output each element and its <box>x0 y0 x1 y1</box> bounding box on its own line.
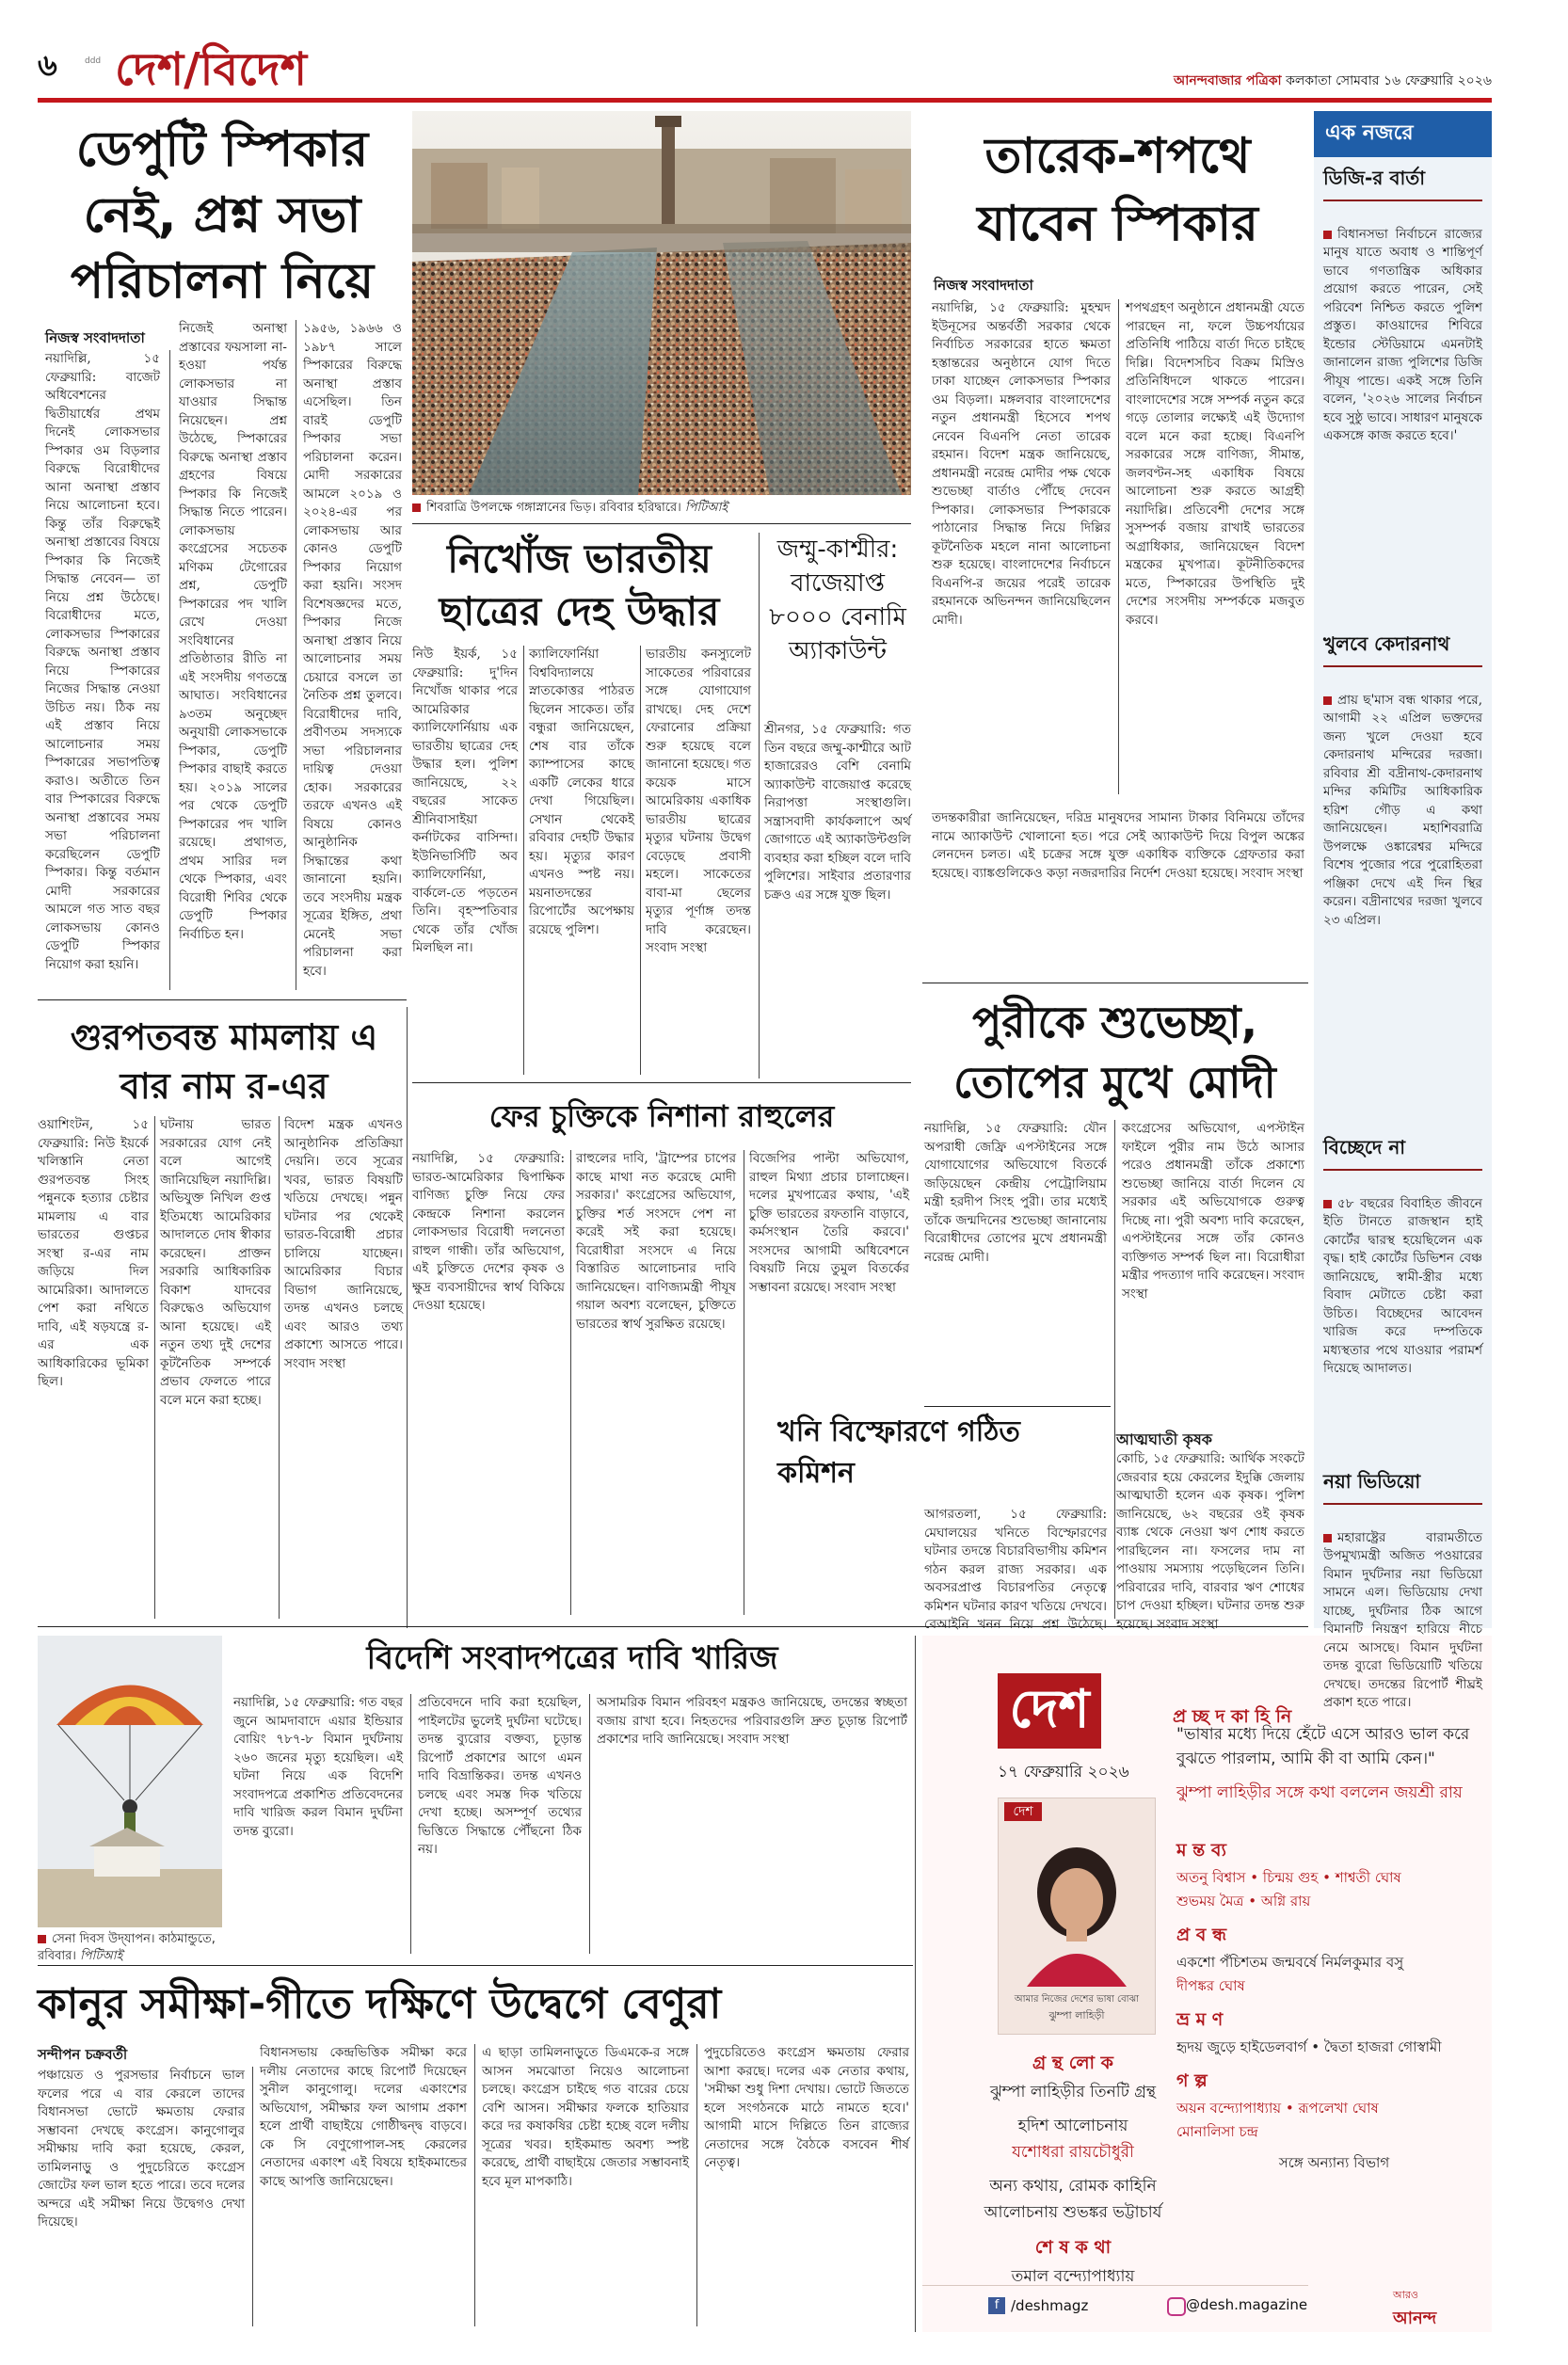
sidebar-body-text: ৫৮ বছরের বিবাহিত জীবনে ইতি টানতে রাজস্থান হাই কোর্টের দ্বারস্থ হয়েছিলেন এক বৃদ্ধ। হাই কোর্টের ডিভিশন বেঞ্চ জানিয়েছে, স্বামী-স্ত্রীর মধ্যে বিবাদ মেটাতে চেষ্টা করা উচিত। বিচ্ছেদের আবেদন খারিজ করে দম্পতিকে মধ্যস্থতার পথে যাওয়ার পরামর্শ দিয়েছে আদালত। <box>1323 1195 1482 1376</box>
col-divider <box>759 533 760 1079</box>
article-tareq-col1: নয়াদিল্লি, ১৫ ফেব্রুয়ারি: মুহম্মদ ইউনূসের অন্তর্বর্তী সরকার থেকে নির্বাচিত সরকারের হাতে ক্ষমতা হস্তান্তরের অনুষ্ঠানে যোগ দিতে ঢাকা যাচ্ছেন লোকসভার স্পিকার ওম বিড়লা। মঙ্গলবার বাংলাদেশের নতুন প্রধানমন্ত্রী হিসেবে শপথ নেবেন বিএনপি নেতা তারেক রহমান। বিদেশ মন্ত্রক জানিয়েছে, প্রধানমন্ত্রী নরেন্দ্র মোদীর পক্ষ থেকে শুভেচ্ছা বার্তাও পৌঁছে দেবেন স্পিকার। লোকসভার স্পিকারকে পাঠানোর সিদ্ধান্ত নিয়ে দিল্লির কূটনৈতিক মহলে নানা আলোচনা শুরু হয়েছে। বাংলাদেশের নির্বাচনে বিএনপি-র জয়ের পরেই তারেক রহমানকে অভিনন্দন জানিয়েছিলেন মোদী। <box>932 300 1111 628</box>
article-puri-col1: নয়াদিল্লি, ১৫ ফেব্রুয়ারি: যৌন অপরাধী জেফ্রি এপস্টাইনের সঙ্গে যোগাযোগের অভিযোগে বিতর্কে জড়িয়েছেন কেন্দ্রীয় পেট্রোলিয়াম মন্ত্রী হরদীপ সিংহ পুরী। তার মধ্যেই তাঁকে জন্মদিনের শুভেচ্ছা জানানোয় বিরোধীদের তোপের মুখে প্রধানমন্ত্রী নরেন্দ্র মোদী। <box>924 1121 1107 1265</box>
caption-credit: পিটিআই <box>684 501 728 515</box>
caption-text: সেনা দিবস উদ্‌যাপন। কাঠমান্ডুতে, রবিবার। <box>38 1932 216 1963</box>
col-divider <box>474 2044 475 2326</box>
col-divider <box>154 1116 155 1619</box>
portrait-illustration <box>999 1827 1155 1987</box>
bullet-icon <box>1323 1534 1332 1542</box>
ad-right-sections <box>1176 1837 1492 2176</box>
sidebar-title: খুলবে কেদারনাথ <box>1323 631 1482 667</box>
ad-left-section <box>979 2050 1167 2106</box>
caption-marker-icon <box>412 503 421 512</box>
ad-left-sections <box>979 2050 1167 2291</box>
byline-tareq: নিজস্ব সংবাদদাতা <box>934 277 1033 294</box>
section-rule <box>38 999 407 1000</box>
ad-section-title: ভ্র ম ণ <box>1176 2009 1224 2030</box>
article-deputy-col1: নয়াদিল্লি, ১৫ ফেব্রুয়ারি: বাজেট অধিবেশনের দ্বিতীয়ার্ধের প্রথম দিনেই লোকসভার স্পিকার ওম বিড়লার বিরুদ্ধে বিরোধীদের আনা অনাস্থা প্রস্তাব নিয়ে আলোচনা হবে। কিন্তু তাঁর বিরুদ্ধেই অনাস্থা প্রস্তাবের বিষয়ে স্পিকার কি নিজেই সিদ্ধান্ত নেবেন— তা নিয়ে প্রশ্ন উঠেছে। বিরোধীদের মতে, লোকসভার স্পিকারের বিরুদ্ধে অনাস্থা প্রস্তাব নিয়ে স্পিকারের নিজের সিদ্ধান্ত নেওয়া উচিত নয়। ঠিক নয় এই প্রস্তাব নিয়ে আলোচনার সময় স্পিকারের সভাপতিত্ব করাও। অতীতে তিন বার স্পিকারের বিরুদ্ধে অনাস্থা প্রস্তাবের সময় সভা পরিচালনা করেছিলেন ডেপুটি স্পিকার। কিন্তু বর্তমান মোদী সরকারের আমলে গত সাত বছর লোকসভায় কোনও ডেপুটি স্পিকার নিয়োগ করা হয়নি। <box>45 351 160 972</box>
article-nikhonj-col3: ভারতীয় কনস্যুলেট সাকেতের পরিবারের সঙ্গে যোগাযোগ রাখছে। দেহ দেশে ফেরানোর প্রক্রিয়া শুরু হয়েছে বলে জানানো হয়েছে। গত কয়েক মাসে আমেরিকায় একাধিক ভারতীয় ছাত্রের মৃত্যুর ঘটনায় উদ্বেগ বেড়েছে প্রবাসী মহলে। সাকেতের বাবা-মা ছেলের মৃত্যুর পূর্ণাঙ্গ তদন্ত দাবি করেছেন। সংবাদ সংস্থা <box>646 647 751 955</box>
headline-missing-student: নিখোঁজ ভারতীয় ছাত্রের দেহ উদ্ধার <box>439 535 720 634</box>
article-deputy-col3: ১৯৫৬, ১৯৬৬ ও ১৯৮৭ সালে স্পিকারের বিরুদ্ধে অনাস্থা প্রস্তাব এসেছিল। তিন বারই ডেপুটি স্পিকার সভা পরিচালনা করেন। মোদী সরকারের আমলে ২০১৯ ও ২০২৪-এর পর লোকসভায় আর কোনও ডেপুটি স্পিকার নিয়োগ করা হয়নি। সংসদ বিশেষজ্ঞদের মতে, স্পিকার নিজে অনাস্থা প্রস্তাব নিয়ে আলোচনার সময় চেয়ারে বসলে তা নৈতিক প্রশ্ন তুলবে। বিরোধীদের দাবি, প্রবীণতম সদস্যকে সভা পরিচালনার দায়িত্ব দেওয়া হোক। সরকারের তরফে এখনও এই বিষয়ে কোনও আনুষ্ঠানিক সিদ্ধান্তের কথা জানানো হয়নি। তবে সংসদীয় মন্ত্রক সূত্রের ইঙ্গিত, প্রথা মেনেই সভা পরিচালনা করা হবে। <box>303 321 402 979</box>
article-deputy-col2: নিজেই অনাস্থা প্রস্তাবের ফয়সালা না-হওয়া পর্যন্ত লোকসভার না যাওয়ার সিদ্ধান্ত নিয়েছেন। প্রশ্ন উঠেছে, স্পিকারের বিরুদ্ধে অনাস্থা প্রস্তাব গ্রহণের বিষয়ে স্পিকার কি নিজেই সিদ্ধান্ত নিতে পারেন। লোকসভায় কংগ্রেসের সচেতক মণিকম টেগোরের প্রশ্ন, ডেপুটি স্পিকারের পদ খালি রেখে দেওয়া সংবিধানের প্রতিষ্ঠাতার রীতি না এই সংসদীয় গণতন্ত্রে আঘাত। সংবিধানের ৯৩তম অনুচ্ছেদ অনুযায়ী লোকসভাকে স্পিকার, ডেপুটি স্পিকার বাছাই করতে হয়। ২০১৯ সালের পর থেকে ডেপুটি স্পিকারের পদ খালি রয়েছে। প্রথাগত, প্রথম সারির দল থেকে স্পিকার, এবং বিরোধী শিবির থেকে ডেপুটি স্পিকার নির্বাচিত হন। <box>179 321 287 942</box>
article-gurpatwant-col1: ওয়াশিংটন, ১৫ ফেব্রুয়ারি: নিউ ইয়র্কে খলিস্তানি নেতা গুরপতবন্ত সিংহ পন্নুনকে হত্যার চেষ্টার মামলায় এ বার ভারতের গুপ্তচর সংস্থা র-এর নাম জড়িয়ে দিল আমেরিকা। আদালতে পেশ করা নথিতে দাবি, এই ষড়যন্ত্রে র-এর এক আধিকারিকের ভূমিকা ছিল। <box>38 1117 149 1389</box>
photo-army-day-parachute <box>38 1636 222 1927</box>
ad-section-line: যশোধরা রায়চৌধুরী <box>1012 2143 1134 2162</box>
ad-right-section <box>1176 2068 1492 2145</box>
crowd-photo-illustration <box>412 111 911 495</box>
facebook-icon: f <box>988 2297 1005 2314</box>
photo-haridwar-crowd <box>412 111 911 495</box>
ad-section-line: ঝুম্পা লাহিড়ীর তিনটি গ্রন্থ <box>989 2083 1157 2101</box>
ad-section-line: হৃদয় জুড়ে হাইডেলবার্গ • দ্বৈতা হাজরা গোস্বামী <box>1176 2038 1442 2055</box>
byline-deputy: নিজস্ব সংবাদদাতা <box>45 329 145 346</box>
sidebar-header-text: এক নজরে <box>1325 121 1414 145</box>
sidebar-body <box>1323 207 1482 621</box>
article-kanu-col1: পঞ্চায়েত ও পুরসভার নির্বাচনে ভাল ফলের পরে এ বার কেরলে তাদের বিধানসভা ভোটে ক্ষমতায় ফেরার সম্ভাবনা দেখছে কংগ্রেস। কানুগোলুর সমীক্ষায় দাবি করা হয়েছে, কেরল, তামিলনাড়ু ও পুদুচেরিতে কংগ্রেস জোটের ফল ভাল হতে পারে। তবে দলের অন্দরে এই সমীক্ষা নিয়ে উদ্বেগও দেখা দিয়েছে। <box>38 2068 245 2229</box>
article-gurpatwant-col2: ঘটনায় ভারত সরকারের যোগ নেই বলে আগেই জানিয়েছিল নয়াদিল্লি। অভিযুক্ত নিখিল গুপ্ত ইতিমধ্যে আমেরিকার আদালতে দোষ স্বীকার করেছেন। প্রাক্তন সরকারি আধিকারিক বিকাশ যাদবের বিরুদ্ধেও অভিযোগ আনা হয়েছে। এই নতুন তথ্য দুই দেশের কূটনৈতিক সম্পর্কে প্রভাব ফেলতে পারে বলে মনে করা হচ্ছে। <box>160 1117 271 1408</box>
ad-section-title: গ্র ন্থ লো ক <box>1032 2053 1113 2073</box>
cover-logo: দেশ <box>1004 1802 1042 1821</box>
headline-puri-modi: পুরীকে শুভেচ্ছা, তোপের মুখে মোদী <box>953 997 1276 1108</box>
col-divider <box>696 2044 697 2326</box>
ananda-brand-small: আরও <box>1393 2289 1418 2301</box>
byline-kanu: সন্দীপন চক্রবর্তী <box>38 2046 128 2063</box>
bullet-icon <box>1323 231 1332 239</box>
article-puri-col2: কংগ্রেসের অভিযোগ, এপস্টাইন ফাইলে পুরীর নাম উঠে আসার পরেও প্রধানমন্ত্রী তাঁকে প্রকাশ্যে শুভেচ্ছা জানিয়ে বার্তা দিলেন যে সরকার এই অভিযোগকে গুরুত্ব দিচ্ছে না। পুরী অবশ্য দাবি করেছেন, এপস্টাইনের সঙ্গে তাঁর কোনও ব্যক্তিগত সম্পর্ক ছিল না। বিরোধীরা মন্ত্রীর পদত্যাগ দাবি করেছেন। সংবাদ সংস্থা <box>1122 1121 1304 1302</box>
sidebar-body-text: প্রায় ছ'মাস বন্ধ থাকার পরে, আগামী ২২ এপ্রিল ভক্তদের জন্য খুলে দেওয়া হবে কেদারনাথ মন্দিরের দরজা। রবিবার শ্রী বদ্রীনাথ-কেদারনাথ মন্দির কমিটির আধিকারিক হরিশ গৌড় এ কথা জানিয়েছেন। মহাশিবরাত্রি উপলক্ষে ওঙ্কারেশ্বর মন্দিরে বিশেষ পুজোর পরে পুরোহিতরা পঞ্জিকা দেখে এই দিন স্থির করেন। বদ্রীনাথের দরজা খুলবে ২৩ এপ্রিল। <box>1323 692 1482 928</box>
page-header <box>38 38 1492 94</box>
bullet-icon <box>1323 696 1332 705</box>
article-rahul-col2: রাহুলের দাবি, 'ট্রাম্পের চাপের কাছে মাথা নত করেছে মোদী সরকার।' কংগ্রেসের অভিযোগ, চুক্তির শর্ত সংসদে পেশ না করেই সই করা হয়েছে। বিরোধীরা সংসদে এ নিয়ে বিস্তারিত আলোচনার দাবি জানিয়েছেন। বাণিজ্যমন্ত্রী পীযূষ গয়াল অবশ্য বলেছেন, চুক্তিতে ভারতের স্বার্থ সুরক্ষিত রয়েছে। <box>576 1151 736 1332</box>
ananda-brand <box>1393 2287 1436 2334</box>
article-kanu-col2: বিধানসভায় কেন্দ্রভিত্তিক সমীক্ষা করে দলীয় নেতাদের কাছে রিপোর্ট দিয়েছেন সুনীল কানুগোলু। দলের একাংশের অভিযোগ, সমীক্ষার ফল আগাম প্রকাশ হলে প্রার্থী বাছাইয়ে গোষ্ঠীদ্বন্দ্ব বাড়বে। কে সি বেণুগোপাল-সহ কেরলের নেতাদের একাংশ এই বিষয়ে হাইকমান্ডের কাছে আপত্তি জানিয়েছেন। <box>260 2045 467 2189</box>
ad-section-line: শুভময় মৈত্র • অগ্নি রায় <box>1176 1893 1311 1910</box>
sidebar-content <box>1314 157 1492 1744</box>
ad-section-line: দীপঙ্কর ঘোষ <box>1176 1977 1245 1994</box>
headline-farmer-suicide-inline: আত্মঘাতী কৃষক <box>1116 1430 1212 1448</box>
sidebar-title: ডিজি-র বার্তা <box>1323 165 1482 201</box>
caption-text: শিবরাত্রি উপলক্ষে গঙ্গাস্নানের ভিড়। রবিবার হরিদ্বারে। <box>426 501 681 515</box>
ad-section-line: তমাল বন্দ্যোপাধ্যায় <box>1011 2267 1135 2286</box>
headline-jk-text: জম্মু-কাশ্মীর: বাজেয়াপ্ত ৮০০০ বেনামি অ্যাকাউন্ট <box>769 535 906 665</box>
ad-left-section <box>979 2174 1167 2227</box>
ananda-brand-name: আনন্দ <box>1393 2309 1437 2328</box>
sidebar-title: বিচ্ছেদে না <box>1323 1134 1482 1171</box>
facebook-handle[interactable]: /deshmagz <box>1011 2297 1089 2314</box>
col-divider <box>570 1150 571 1615</box>
header-dateline <box>1174 70 1492 92</box>
headline-tareq-oath: তারেক-শপথে যাবেন স্পিকার <box>977 128 1258 252</box>
article-gurpatwant-col3: বিদেশ মন্ত্রক এখনও আনুষ্ঠানিক প্রতিক্রিয়া দেয়নি। তবে সূত্রের খবর, ভারত বিষয়টি খতিয়ে দেখছে। পন্নুন ঘটনার পর থেকেই ভারত-বিরোধী প্রচার চালিয়ে যাচ্ছেন। আমেরিকার বিচার বিভাগ জানিয়েছে, তদন্ত এখনও চলছে এবং আরও তথ্য প্রকাশ্যে আসতে পারে। সংবাদ সংস্থা <box>284 1117 403 1371</box>
ad-section-line: অতনু বিশ্বাস • চিন্ময় গুহ • শাশ্বতী ঘোষ <box>1176 1869 1401 1886</box>
sidebar-header <box>1314 111 1492 157</box>
ad-right-section <box>1176 1837 1492 1914</box>
ad-section-title: ম ন্ত ব্য <box>1176 1840 1226 1861</box>
article-foreign-col2: প্রতিবেদনে দাবি করা হয়েছিল, পাইলটের ভুলেই দুর্ঘটনা ঘটেছে। তদন্ত ব্যুরোর বক্তব্য, চূড়ান্ত রিপোর্ট প্রকাশের আগে এমন দাবি বিভ্রান্তিকর। তদন্ত এখনও চলছে এবং সমস্ত দিক খতিয়ে দেখা হচ্ছে। অসম্পূর্ণ তথ্যের ভিত্তিতে সিদ্ধান্তে পৌঁছনো ঠিক নয়। <box>418 1695 582 1857</box>
ad-section-title: হদিশ আলোচনায় <box>1017 2117 1128 2135</box>
masthead-label: আনন্দবাজার পত্রিকা <box>1174 73 1282 88</box>
col-divider <box>1114 1120 1115 1619</box>
col-divider <box>1118 299 1119 794</box>
dateline-text: কলকাতা সোমবার ১৬ ফেব্রুয়ারি ২০২৬ <box>1286 73 1492 88</box>
sidebar-body <box>1323 673 1482 1125</box>
headline-gurpatwant: গুরপতবন্ত মামলায় এ বার নাম র-এর <box>70 1016 378 1107</box>
ad-section-line: অয়ন বন্দ্যোপাধ্যায় • রূপলেখা ঘোষ <box>1176 2100 1379 2117</box>
desh-logo <box>998 1673 1101 1749</box>
section-rule <box>924 1406 1111 1407</box>
col-divider <box>169 350 170 990</box>
ad-section-title: গ ল্প <box>1176 2070 1208 2091</box>
section-rule <box>412 1082 911 1083</box>
ad-right-section <box>1176 2006 1492 2060</box>
sidebar-title: নয়া ভিডিয়ো <box>1323 1468 1482 1505</box>
col-divider <box>523 646 524 1075</box>
col-divider <box>915 1636 916 2332</box>
col-divider <box>252 2067 253 2326</box>
photo-caption-haridwar <box>412 499 911 519</box>
article-foreign-col1: নয়াদিল্লি, ১৫ ফেব্রুয়ারি: গত বছর জুনে আমদাবাদে এয়ার ইন্ডিয়ার বোয়িং ৭৮৭-৮ বিমান দুর্ঘটনায় ২৬০ জনের মৃত্যু হয়েছিল। এই ঘটনা নিয়ে এক বিদেশি সংবাদপত্রে প্রকাশিত প্রতিবেদনের দাবি খারিজ করল বিমান দুর্ঘটনা তদন্ত ব্যুরো। <box>233 1695 403 1839</box>
headline-foreign-paper: বিদেশি সংবাদপত্রের দাবি খারিজ <box>366 1639 778 1677</box>
ad-section-title: শে ষ ক থা <box>1034 2237 1112 2258</box>
ad-section-title: অন্য কথায়, রোমক কাহিনি <box>989 2177 1157 2196</box>
sidebar-body <box>1323 1510 1482 1736</box>
ad-section-line: মোনালিসা চন্দ্র <box>1176 2123 1258 2140</box>
caption-marker-icon <box>38 1935 46 1943</box>
ad-quote: "ভাষার মধ্যে দিয়ে হেঁটে এসে আরও ভাল করে বুঝতে পারলাম, আমি কী বা আমি কেন।" <box>1176 1725 1470 1768</box>
article-jk-col2: তদন্তকারীরা জানিয়েছেন, দরিদ্র মানুষদের সামান্য টাকার বিনিময়ে তাঁদের নামে অ্যাকাউন্ট খোলানো হত। পরে সেই অ্যাকাউন্ট দিয়ে বিপুল অঙ্কের লেনদেন চলত। এই চক্রের সঙ্গে যুক্ত একাধিক ব্যক্তিকে গ্রেফতার করা হয়েছে। ব্যাঙ্কগুলিকেও কড়া নজরদারির নির্দেশ দেওয়া হয়েছে। সংবাদ সংস্থা <box>932 810 1304 881</box>
page-number: ৬ <box>38 47 57 83</box>
ad-section-line: আলোচনায় শুভঙ্কর ভট্টাচার্য <box>984 2203 1162 2222</box>
cover-name: ঝুম্পা লাহিড়ী <box>1048 2009 1105 2021</box>
desh-logo-text: দেশ <box>1009 1679 1090 1740</box>
headline-mine-blast: খনি বিস্ফোরণে গঠিত কমিশন <box>777 1415 1020 1490</box>
desh-cover-image <box>998 1798 1156 2035</box>
ad-section-title: প্র ব ন্ধ <box>1176 1925 1227 1945</box>
desh-issue-date: ১৭ ফেব্রুয়ারি ২০২৬ <box>998 1763 1129 1782</box>
header-rule <box>38 98 1492 103</box>
article-nikhonj-col1: নিউ ইয়র্ক, ১৫ ফেব্রুয়ারি: দু'দিন নিখোঁজ থাকার পরে আমেরিকার ক্যালিফোর্নিয়ায় এক ভারতীয় ছাত্রের দেহ উদ্ধার হল। পুলিশ জানিয়েছে, ২২ বছরের সাকেত শ্রীনিবাসাইয়া কর্নাটকের বাসিন্দা। ইউনিভার্সিটি অব ক্যালিফোর্নিয়া, বার্কলে-তে পড়তেন তিনি। বৃহস্পতিবার থেকে তাঁর খোঁজ মিলছিল না। <box>412 647 518 955</box>
article-jk-col1: শ্রীনগর, ১৫ ফেব্রুয়ারি: গত তিন বছরে জম্মু-কাশ্মীরে আট হাজারেরও বেশি বেনামি অ্যাকাউন্ট বাজেয়াপ্ত করেছে নিরাপত্তা সংস্থাগুলি। সন্ত্রাসবাদী কার্যকলাপে অর্থ জোগাতে এই অ্যাকাউন্টগুলি ব্যবহার করা হচ্ছিল বলে দাবি পুলিশের। সাইবার প্রতারণার চক্রও এর সঙ্গে যুক্ত ছিল। <box>764 722 911 903</box>
caption-credit: পিটিআই <box>80 1949 123 1963</box>
ad-section-line: একশো পঁচিশতম জন্মবর্ষে নির্মলকুমার বসু <box>1176 1954 1404 1971</box>
ad-left-section <box>979 2234 1167 2291</box>
headline-kanu-survey: কানুর সমীক্ষা-গীতে দক্ষিণে উদ্বেগে বেণুরা <box>38 1980 722 2028</box>
sidebar-body-text: মহারাষ্ট্রের বারামতীতে উপমুখ্যমন্ত্রী অজিত পওয়ারের বিমান দুর্ঘটনার নয়া ভিডিয়ো সামনে এল। ভিডিয়োয় দেখা যাচ্ছে, দুর্ঘটনার ঠিক আগে বিমানটি নিয়ন্ত্রণ হারিয়ে নীচে নেমে আসছে। বিমান দুর্ঘটনা তদন্ত ব্যুরো ভিডিয়োটি খতিয়ে দেখছে। তদন্তের রিপোর্ট শীঘ্রই প্রকাশ হতে পারে। <box>1323 1529 1482 1710</box>
article-kanu-col4: পুদুচেরিতেও কংগ্রেস ক্ষমতায় ফেরার আশা করছে। দলের এক নেতার কথায়, 'সমীক্ষা শুধু দিশা দেখায়। ভোটে জিততে হলে সংগঠনকে মাঠে নামতে হবে।' আগামী মাসে দিল্লিতে তিন রাজ্যের নেতাদের সঙ্গে বৈঠকে বসবেন শীর্ষ নেতৃত্ব। <box>704 2045 909 2170</box>
col-divider <box>407 1007 408 1628</box>
bullet-icon <box>1323 1200 1332 1208</box>
article-suicide-col1 <box>1116 1412 1304 1632</box>
cover-caption: আমার নিজের দেশের ভাষা বোঝা <box>1014 1994 1140 2005</box>
sidebar-body-text: বিধানসভা নির্বাচনে রাজ্যের মানুষ যাতে অবাধ ও শান্তিপূর্ণ ভাবে গণতান্ত্রিক অধিকার প্রয়োগ করতে পারেন, সেই পরিবেশ নিশ্চিত করতে পুলিশ প্রস্তুত। কাওয়াদের শিবিরে ইন্ডোর স্টেডিয়ামে এমনটাই জানালেন রাজ্য পুলিশের ডিজি পীযূষ পান্ডে। একই সঙ্গে তিনি বলেন, '২০২৬ সালের নির্বাচন হবে সুষ্ঠু ভাবে। সাধারণ মানুষকে একসঙ্গে কাজ করতে হবে।' <box>1323 226 1482 443</box>
article-rahul-col1: নয়াদিল্লি, ১৫ ফেব্রুয়ারি: ভারত-আমেরিকার দ্বিপাক্ষিক বাণিজ্য চুক্তি নিয়ে ফের কেন্দ্রকে নিশানা করলেন লোকসভার বিরোধী দলনেতা রাহুল গান্ধী। তাঁর অভিযোগ, এই চুক্তিতে দেশের কৃষক ও ক্ষুদ্র ব্যবসায়ীদের স্বার্থ বিকিয়ে দেওয়া হয়েছে। <box>412 1151 565 1313</box>
sidebar-body <box>1323 1176 1482 1459</box>
section-title: দেশ/বিদেশ <box>115 43 307 96</box>
article-tareq-col2: শপথগ্রহণ অনুষ্ঠানে প্রধানমন্ত্রী যেতে পারছেন না, ফলে উচ্চপর্যায়ের প্রতিনিধি পাঠিয়ে বার্তা দিতে চাইছে দিল্লি। বিদেশসচিব বিক্রম মিস্রিও প্রতিনিধিদলে থাকতে পারেন। বাংলাদেশের সঙ্গে সম্পর্ক নতুন করে গড়ে তোলার লক্ষ্যেই এই উদ্যোগ বলে মনে করা হচ্ছে। বিএনপি সরকারের সঙ্গে বাণিজ্য, সীমান্ত, জলবণ্টন-সহ একাধিক বিষয়ে আলোচনা শুরু করতে আগ্রহী নয়াদিল্লি। প্রতিবেশী দেশের সঙ্গে সুসম্পর্ক বজায় রাখাই ভারতের অগ্রাধিকার, জানিয়েছেন বিদেশ মন্ত্রকের মুখপাত্র। কূটনীতিকদের মতে, স্পিকারের উপস্থিতি দুই দেশের সংসদীয় সম্পর্ককে মজবুত করবে। <box>1126 300 1304 628</box>
article-suicide-text: কোচি, ১৫ ফেব্রুয়ারি: আর্থিক সংকটে জেরবার হয়ে কেরলের ইদুক্কি জেলায় আত্মঘাতী হলেন এক কৃষক। পুলিশ জানিয়েছে, ৬২ বছরের ওই কৃষক ব্যাঙ্ক থেকে নেওয়া ঋণ শোধ করতে পারছিলেন না। ফসলের দাম না পাওয়ায় সমস্যায় পড়েছিলেন তিনি। পরিবারের দাবি, বারবার ঋণ শোধের চাপ দেওয়া হচ্ছিল। ঘটনার তদন্ত শুরু হয়েছে। সংবাদ সংস্থা <box>1116 1451 1304 1632</box>
parachute-illustration <box>38 1636 222 1927</box>
headline-jk-accounts <box>764 533 911 668</box>
ad-footer-right <box>1176 2289 1492 2326</box>
ad-right-section <box>1176 1922 1492 1999</box>
cover-story-label: প্র চ্ছ দ কা হি নি <box>1173 1706 1292 1727</box>
ad-regular-sections: সঙ্গে অন্যান্য বিভাগ <box>1278 2154 1390 2171</box>
section-rule <box>412 523 911 524</box>
headline-rahul: ফের চুক্তিকে নিশানা রাহুলের <box>488 1098 835 1134</box>
photo-caption-parachute <box>38 1931 222 1965</box>
col-divider <box>640 646 641 1075</box>
instagram-handle[interactable]: @desh.magazine <box>1186 2296 1308 2313</box>
article-rahul-col3: বিজেপির পাল্টা অভিযোগ, রাহুল মিথ্যা প্রচার চালাচ্ছেন। দলের মুখপাত্রের কথায়, 'এই চুক্তি ভারতের রফতানি বাড়াবে, কর্মসংস্থান তৈরি করবে।' সংসদের আগামী অধিবেশনে বিষয়টি নিয়ে তুমুল বিতর্কের সম্ভাবনা রয়েছে। সংবাদ সংস্থা <box>749 1151 909 1295</box>
sidebar-at-a-glance <box>1314 111 1492 1710</box>
small-label: ddd <box>85 56 102 66</box>
ad-left-section <box>979 2114 1167 2166</box>
article-nikhonj-col2: ক্যালিফোর্নিয়া বিশ্ববিদ্যালয়ে স্নাতকোত্তর পাঠরত ছিলেন সাকেত। তাঁর বন্ধুরা জানিয়েছেন, শেষ বার তাঁকে ক্যাম্পাসের কাছে একটি লেকের ধারে দেখা গিয়েছিল। সেখান থেকেই রবিবার দেহটি উদ্ধার হয়। মৃত্যুর কারণ এখনও স্পষ্ট নয়। ময়নাতদন্তের রিপোর্টের অপেক্ষায় রয়েছে পুলিশ। <box>529 647 634 937</box>
article-foreign-col3: অসামরিক বিমান পরিবহণ মন্ত্রকও জানিয়েছে, তদন্তের স্বচ্ছতা বজায় রাখা হবে। নিহতদের পরিবারগুলি দ্রুত চূড়ান্ত রিপোর্ট প্রকাশের দাবি জানিয়েছে। সংবাদ সংস্থা <box>597 1695 907 1747</box>
section-rule <box>38 1965 913 1966</box>
article-mine-col1: আগরতলা, ১৫ ফেব্রুয়ারি: মেঘালয়ের খনিতে বিস্ফোরণের ঘটনার তদন্তে বিচারবিভাগীয় কমিশন গঠন করল রাজ্য সরকার। এক অবসরপ্রাপ্ত বিচারপতির নেতৃত্বে কমিশন ঘটনার কারণ খতিয়ে দেখবে। বেআইনি খনন নিয়ে প্রশ্ন উঠেছে। <box>924 1507 1107 1632</box>
headline-deputy-speaker: ডেপুটি স্পিকার নেই, প্রশ্ন সভা পরিচালনা নিয়ে <box>70 121 375 310</box>
article-kanu-col3: এ ছাড়া তামিলনাড়ুতে ডিএমকে-র সঙ্গে আসন সমঝোতা নিয়েও আলোচনা চলছে। কংগ্রেস চাইছে গত বারের চেয়ে বেশি আসন। সমীক্ষার ফলকে হাতিয়ার করে দর কষাকষির চেষ্টা হচ্ছে বলে দলীয় সূত্রের খবর। হাইকমান্ড অবশ্য স্পষ্ট করেছে, প্রার্থী বাছাইয়ে জেতার সম্ভাবনাই হবে মূল মাপকাঠি। <box>482 2045 689 2189</box>
ad-quote-credit: ঝুম্পা লাহিড়ীর সঙ্গে কথা বললেন জয়শ্রী রায় <box>1176 1783 1463 1802</box>
col-divider <box>589 1694 590 1954</box>
col-divider <box>410 1694 411 1954</box>
col-divider <box>279 1116 280 1619</box>
